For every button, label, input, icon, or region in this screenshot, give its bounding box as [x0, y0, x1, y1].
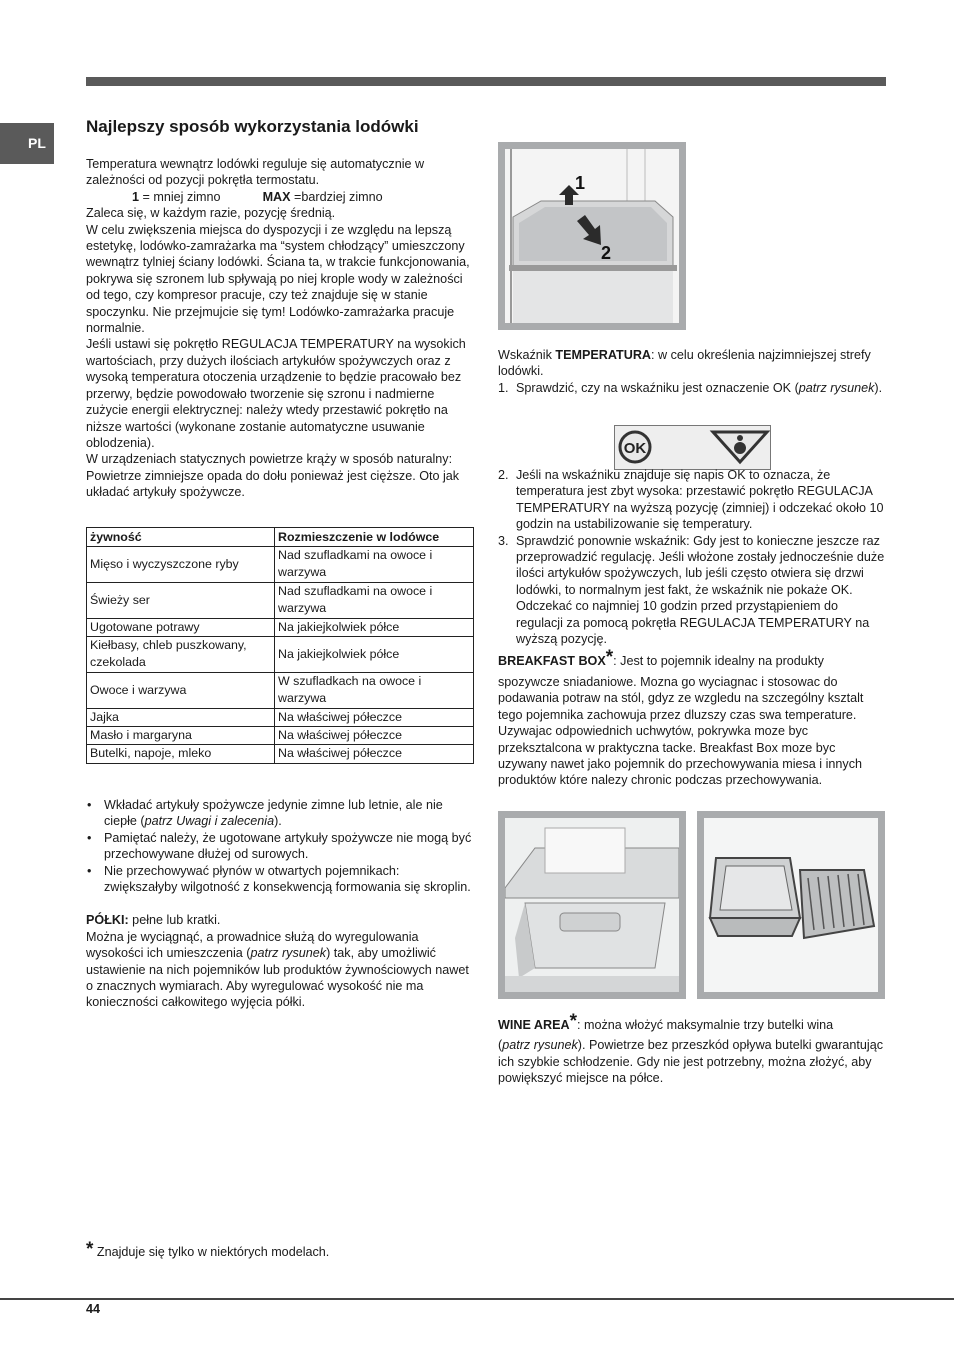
svg-text:OK: OK: [623, 440, 647, 457]
placement-cell: W szufladkach na owoce i warzywa: [275, 672, 474, 708]
placement-cell: Na jakiejkolwiek półce: [275, 637, 474, 673]
table-row: [87, 672, 474, 708]
food-cell: Owoce i warzywa: [87, 672, 275, 708]
footer-line: [0, 1298, 954, 1300]
table-row: [87, 708, 474, 726]
table-row: [87, 745, 474, 763]
breakfast-box-text: spozywcze sniadaniowe. Mozna go wyciagnac i stosowac do podawania potraw na stól, gdyz ze wzgledu na szczególny ksztalt tego pojemnika zachowuja przez dluzszy czas swa temperature. Uzywajac odpowiednich uchwytów, pokrywka moze byc przeksztalcona w praktyczna tacke. Breakfast Box moze byc uzywany nawet jako pojemnik do przechowywania miesa i innych produktów które nalezy chronic podczas przechowywania.: [498, 674, 864, 788]
svg-text:2: 2: [601, 243, 612, 263]
list-item: • Wkładać artykuły spożywcze jedynie zimne lub letnie, ale nie ciepłe (patrz Uwagi i zalecenia).: [86, 797, 476, 830]
table-header-row: żywność Rozmieszczenie w lodówce: [87, 528, 474, 547]
list-item: • Pamiętać należy, że ugotowane artykuły spożywcze nie mogą być przechowywane dłużej od surowych.: [86, 830, 476, 863]
page-number: 44: [86, 1302, 101, 1316]
table-row: [87, 637, 474, 673]
step-2: 2. Jeśli na wskaźniku znajduje się napis OK to oznacza, że temperatura jest zbyt wysoka: przestawić pokrętło REGULACJA TEMPERATURY na wyższą pozycję (zimniej) i odczekać około 10 godzin na ustabilizowanie się temperatury.: [498, 468, 884, 532]
bullet-list: [86, 797, 476, 1011]
shelves-heading: PÓŁKI: pełne lub kratki.: [86, 913, 221, 928]
intro-text: Temperatura wewnątrz lodówki reguluje się automatycznie w zależności od pozycji pokrętła termostatu. 1 = mniej zimno MAX =bardziej zimno Zaleca się, w każdym razie, pozycję średnią. W celu zwiększenia miejsca do dyspozycji i ze względu na lepszą estetykę, lodówko-zamrażarka ma “system chłodzący” umieszczony wewnątrz tylniej ściany lodówki. Ściana ta, w trakcie funkcjonowania, pokrywa się szronem lub spływają po niej krople wody w zależności od tego, czy kompresor pracuje, czy też znajduje się w stanie spoczynku. Nie przejmujcie się tym! Lodówko-zamrażarka pracuje normalnie. Jeśli ustawi się pokrętło REGULACJA TEMPERATURY na wysokich wartościach, przy dużych ilościach artykułów spożywczych oraz z wysoką temperatura otoczenia urządzenie to będzie pracowało bez przerwy, będzie powodowało tworzenie się szronu i nadmierne zużycie energii elektrycznej: należy wtedy przestawić pokrętło na niższe wartości (wykonane zostanie automatyczne usuwanie oblodzenia). W urządzeniach statycznych powietrze krąży w sposób naturalny: Powietrze zimniejsze opada do dołu ponieważ jest cięższe. Oto jak układać artykuły spożywcze.: [86, 156, 476, 501]
wine-area-text: WINE AREA*: można włożyć maksymalnie trzy butelki wina (patrz rysunek). Powietrze bez przeszkód opływa butelki gwarantując ich szybkie schłodzenie. Gdy nie jest potrzebny, można złożyć, aby powiększyć miejsce na półce.: [498, 1011, 883, 1086]
food-cell: Świeży ser: [87, 582, 275, 618]
ok-indicator-figure: [614, 425, 771, 470]
food-cell: Masło i margaryna: [87, 727, 275, 745]
step-1: 1. Sprawdzić, czy na wskaźniku jest oznaczenie OK (patrz rysunek).: [498, 380, 883, 395]
temperature-indicator-text: Wskaźnik TEMPERATURA: w celu określenia najzimniejszej strefy lodówki. 1. Sprawdzić, czy na wskaźniku jest oznaczenie OK (patrz rysunek).: [498, 347, 885, 396]
table-row: [87, 727, 474, 745]
placement-cell: Nad szufladkami na owoce i warzywa: [275, 582, 474, 618]
page-title: Najlepszy sposób wykorzystania lodówki: [86, 117, 419, 136]
breakfast-box-tray-figure: [697, 811, 885, 999]
placement-cell: Na właściwej półeczce: [275, 727, 474, 745]
placement-cell: Nad szufladkami na owoce i warzywa: [275, 547, 474, 583]
food-cell: Ugotowane potrawy: [87, 618, 275, 636]
placement-cell: Na właściwej półeczce: [275, 708, 474, 726]
table-row: [87, 547, 474, 583]
food-cell: Mięso i wyczyszczone ryby: [87, 547, 275, 583]
table-row: [87, 618, 474, 636]
placement-cell: Na właściwej półeczce: [275, 745, 474, 763]
breakfast-box-drawer-figure: [498, 811, 686, 999]
svg-text:1: 1: [575, 173, 586, 193]
shelf-figure: [498, 142, 686, 330]
header-bar: [86, 77, 886, 86]
table-row: [87, 582, 474, 618]
step-3: 3. Sprawdzić ponownie wskaźnik: Gdy jest to konieczne jeszcze raz przeprowadzić regulację. Jeśli włożone zostały jednocześnie duże ilości artykułów spożywczych, lub jeśli często otwiera się drzwi lodówki, to normalnym jest fakt, że wskaźnik nie pokaże OK. Odczekać co najmniej 10 godzin przed przystąpieniem do regulacji za pomocą pokrętła REGULACJA TEMPERATURY na wyższą pozycję.: [498, 533, 885, 647]
steps-text: [498, 467, 885, 789]
list-item: • Nie przechowywać płynów w otwartych pojemnikach: zwiększałyby wilgotność z konsekwencją formowania się skroplin.: [86, 863, 476, 896]
shelf-illustration: [505, 149, 679, 323]
placement-cell: Na jakiejkolwiek półce: [275, 618, 474, 636]
thermostat-scale: 1 = mniej zimno MAX =bardziej zimno: [132, 189, 383, 204]
food-cell: Kiełbasy, chleb puszkowany, czekolada: [87, 637, 275, 673]
food-cell: Jajka: [87, 708, 275, 726]
food-placement-table: [86, 527, 474, 764]
food-cell: Butelki, napoje, mleko: [87, 745, 275, 763]
breakfast-box-heading: BREAKFAST BOX*: Jest to pojemnik idealny na produkty: [498, 647, 824, 669]
language-tab: PL: [0, 123, 54, 164]
shelves-text: Można je wyciągnąć, a prowadnice służą do wyregulowania wysokości ich umieszczenia (patrz rysunek) tak, aby umożliwić ustawienie na nich pojemników lub produktów żywnościowych nawet o znacznych wymiarach. Aby wyregulować wysokość nie ma konieczności całkowitego wyjęcia półki.: [86, 929, 469, 1010]
footnote: * Znajduje się tylko w niektórych modelach.: [86, 1239, 330, 1260]
